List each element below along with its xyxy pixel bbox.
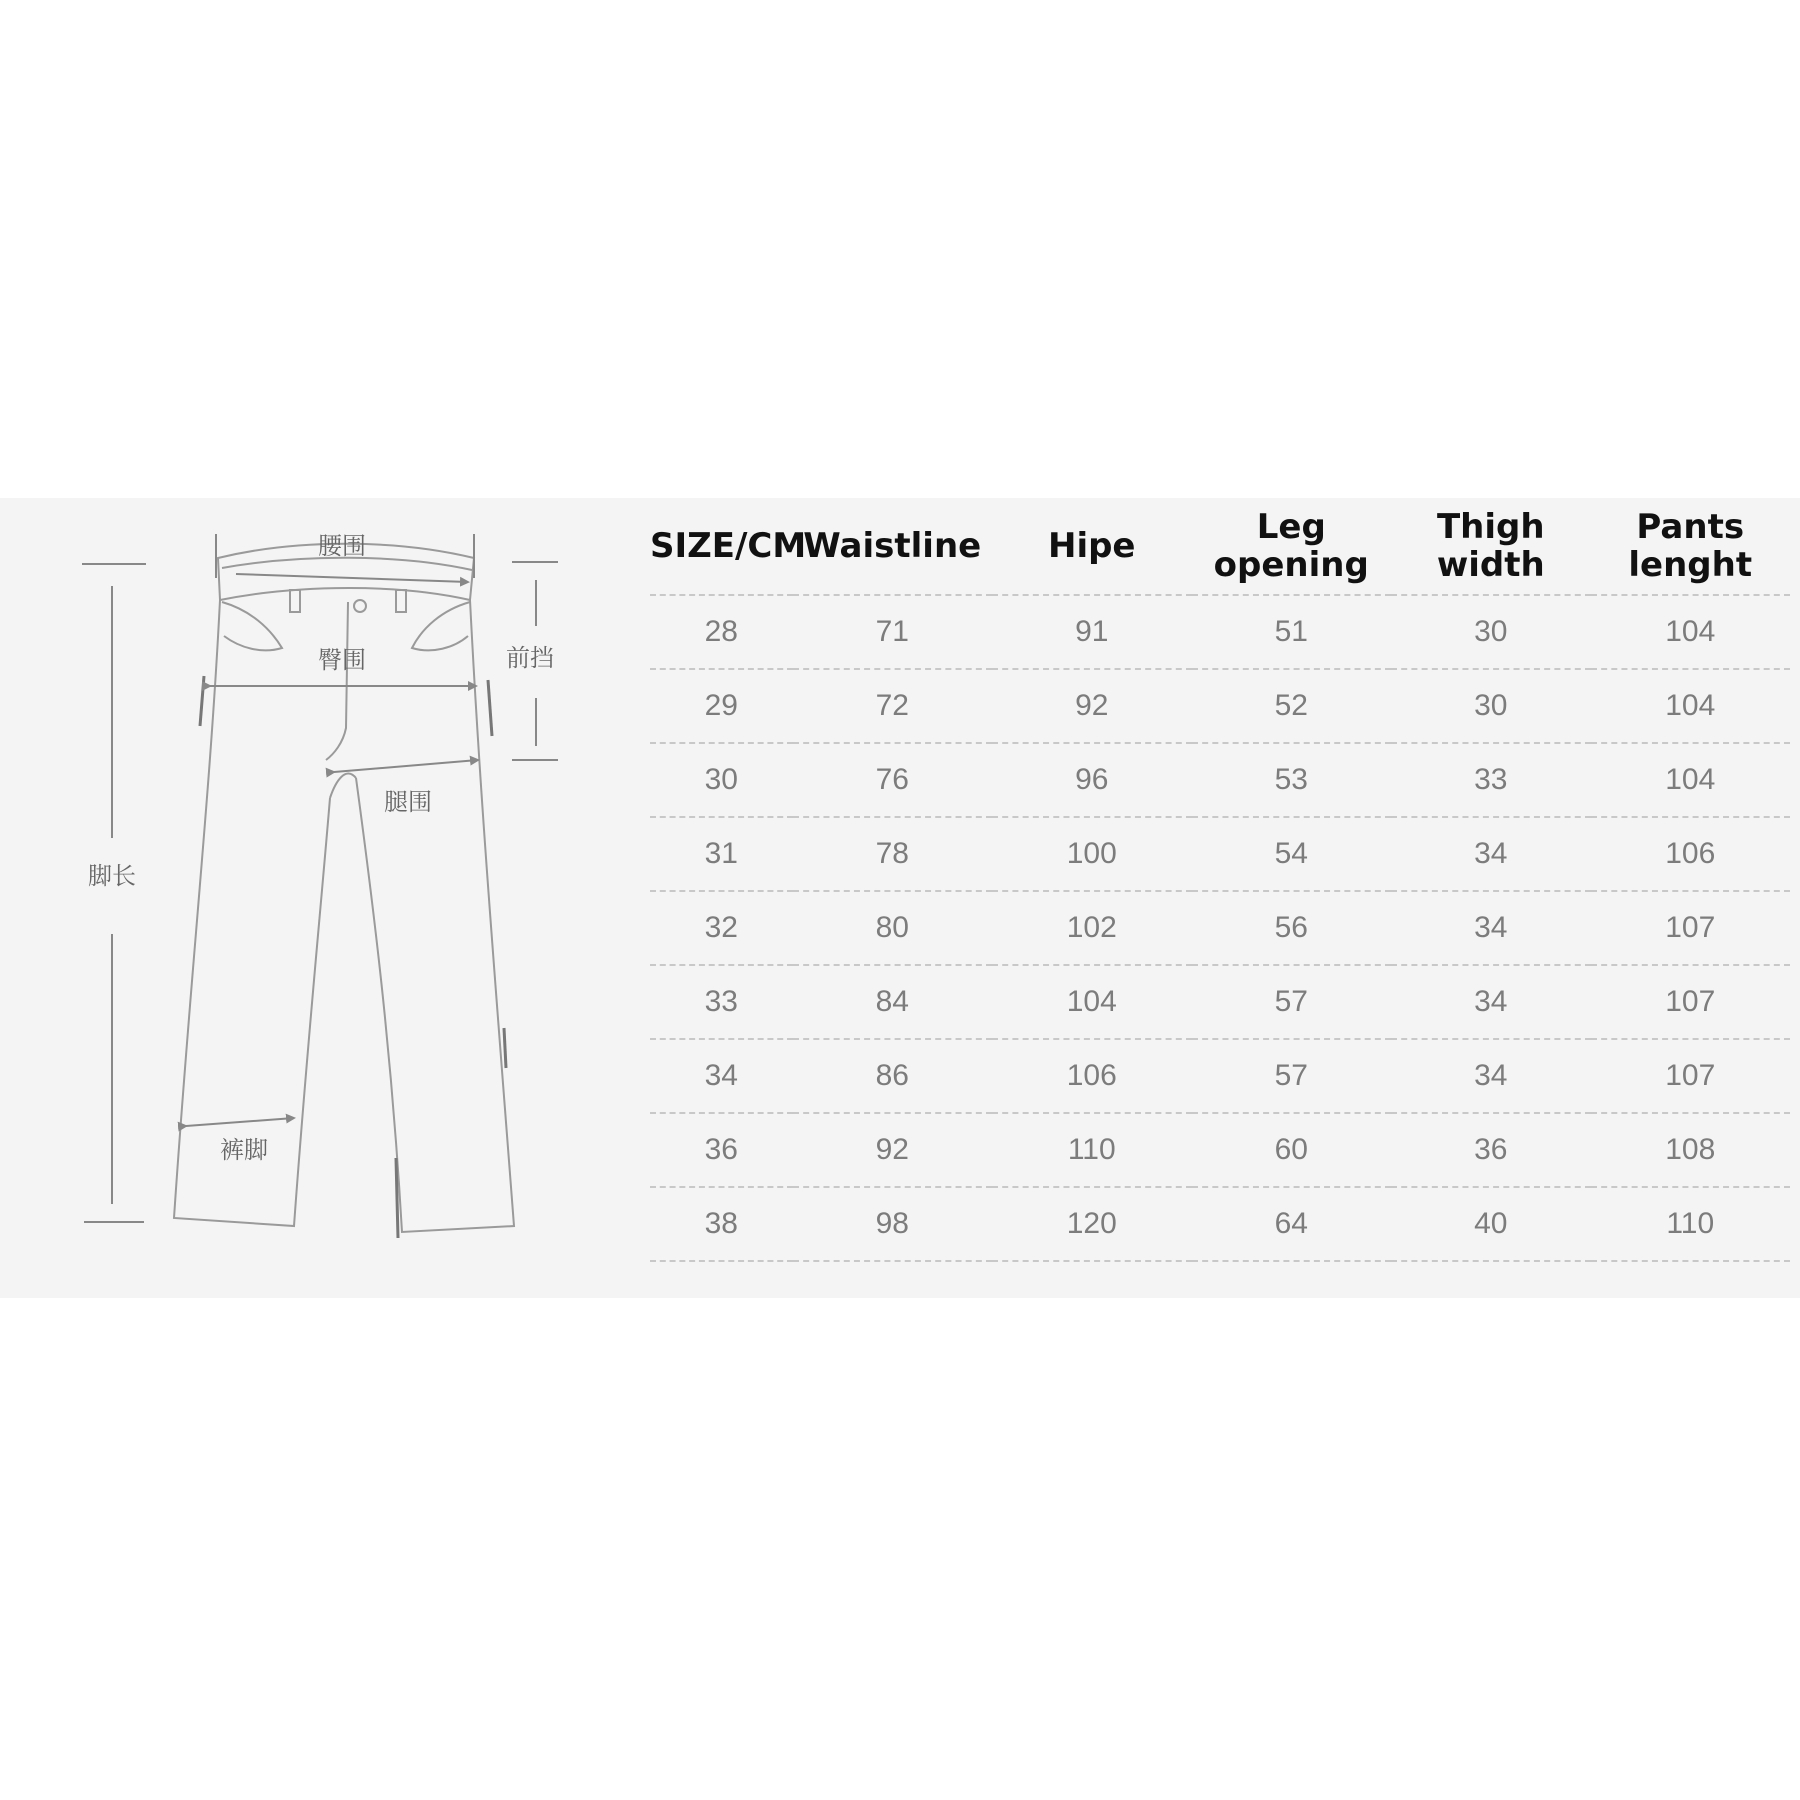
- size-cell: 38: [650, 1187, 793, 1261]
- thigh-width-cell: 34: [1391, 891, 1591, 965]
- pants-length-cell: 104: [1591, 669, 1791, 743]
- leg-opening-cell: 64: [1192, 1187, 1392, 1261]
- size-cell: 29: [650, 669, 793, 743]
- size-cell: 32: [650, 891, 793, 965]
- table-row: [650, 1039, 1790, 1113]
- waistline-cell: 76: [793, 743, 993, 817]
- hip-cell: 96: [992, 743, 1192, 817]
- pants-length-cell: 104: [1591, 595, 1791, 669]
- column-header-hip: Hipe: [992, 498, 1192, 595]
- size-cell: 30: [650, 743, 793, 817]
- leg-opening-cell: 56: [1192, 891, 1392, 965]
- pants-length-cell: 107: [1591, 965, 1791, 1039]
- leg-opening-cell: 52: [1192, 669, 1392, 743]
- thigh-label: 腿围: [384, 788, 432, 816]
- waistline-cell: 80: [793, 891, 993, 965]
- leg-opening-cell: 54: [1192, 817, 1392, 891]
- table-row: [650, 669, 1790, 743]
- column-header-leg-opening: Leg opening: [1192, 498, 1392, 595]
- table-row: [650, 965, 1790, 1039]
- waistline-cell: 98: [793, 1187, 993, 1261]
- hip-cell: 106: [992, 1039, 1192, 1113]
- front-rise-label: 前挡: [506, 644, 554, 672]
- table-row: [650, 743, 1790, 817]
- column-header-size: SIZE/CM: [650, 498, 793, 595]
- thigh-width-cell: 36: [1391, 1113, 1591, 1187]
- size-cell: 33: [650, 965, 793, 1039]
- column-header-thigh-width: Thigh width: [1391, 498, 1591, 595]
- leg-opening-cell: 57: [1192, 1039, 1392, 1113]
- thigh-width-cell: 34: [1391, 1039, 1591, 1113]
- table-row: [650, 817, 1790, 891]
- size-cell: 31: [650, 817, 793, 891]
- pants-measurement-diagram: [0, 498, 600, 1298]
- pants-length-cell: 106: [1591, 817, 1791, 891]
- pants-length-cell: 108: [1591, 1113, 1791, 1187]
- thigh-width-cell: 30: [1391, 595, 1591, 669]
- pants-length-cell: 104: [1591, 743, 1791, 817]
- leg-opening-cell: 53: [1192, 743, 1392, 817]
- pants-length-cell: 110: [1591, 1187, 1791, 1261]
- hip-label: 臀围: [318, 646, 366, 674]
- thigh-width-cell: 34: [1391, 817, 1591, 891]
- pants-length-cell: 107: [1591, 891, 1791, 965]
- leg-opening-label: 裤脚: [220, 1136, 268, 1164]
- hip-cell: 100: [992, 817, 1192, 891]
- hip-cell: 91: [992, 595, 1192, 669]
- size-cell: 36: [650, 1113, 793, 1187]
- hip-cell: 110: [992, 1113, 1192, 1187]
- table-header-row: [650, 498, 1790, 595]
- thigh-width-cell: 33: [1391, 743, 1591, 817]
- size-cell: 28: [650, 595, 793, 669]
- hip-cell: 120: [992, 1187, 1192, 1261]
- thigh-width-cell: 34: [1391, 965, 1591, 1039]
- size-chart-panel: [0, 498, 1800, 1298]
- leg-opening-cell: 51: [1192, 595, 1392, 669]
- table-row: [650, 1113, 1790, 1187]
- column-header-pants-length: Pants lenght: [1591, 498, 1791, 595]
- waist-label: 腰围: [318, 532, 366, 560]
- pants-length-cell: 107: [1591, 1039, 1791, 1113]
- table-row: [650, 595, 1790, 669]
- thigh-width-cell: 30: [1391, 669, 1591, 743]
- hip-cell: 102: [992, 891, 1192, 965]
- waistline-cell: 78: [793, 817, 993, 891]
- waistline-cell: 92: [793, 1113, 993, 1187]
- table-row: [650, 1187, 1790, 1261]
- length-label: 脚长: [88, 862, 136, 890]
- leg-opening-cell: 60: [1192, 1113, 1392, 1187]
- waistline-cell: 71: [793, 595, 993, 669]
- hip-cell: 92: [992, 669, 1192, 743]
- waistline-cell: 84: [793, 965, 993, 1039]
- column-header-waistline: Waistline: [793, 498, 993, 595]
- waistline-cell: 72: [793, 669, 993, 743]
- pants-outline-illustration: [0, 498, 600, 1298]
- thigh-width-cell: 40: [1391, 1187, 1591, 1261]
- hip-cell: 104: [992, 965, 1192, 1039]
- size-cell: 34: [650, 1039, 793, 1113]
- waistline-cell: 86: [793, 1039, 993, 1113]
- size-table: [650, 498, 1790, 1262]
- leg-opening-cell: 57: [1192, 965, 1392, 1039]
- table-row: [650, 891, 1790, 965]
